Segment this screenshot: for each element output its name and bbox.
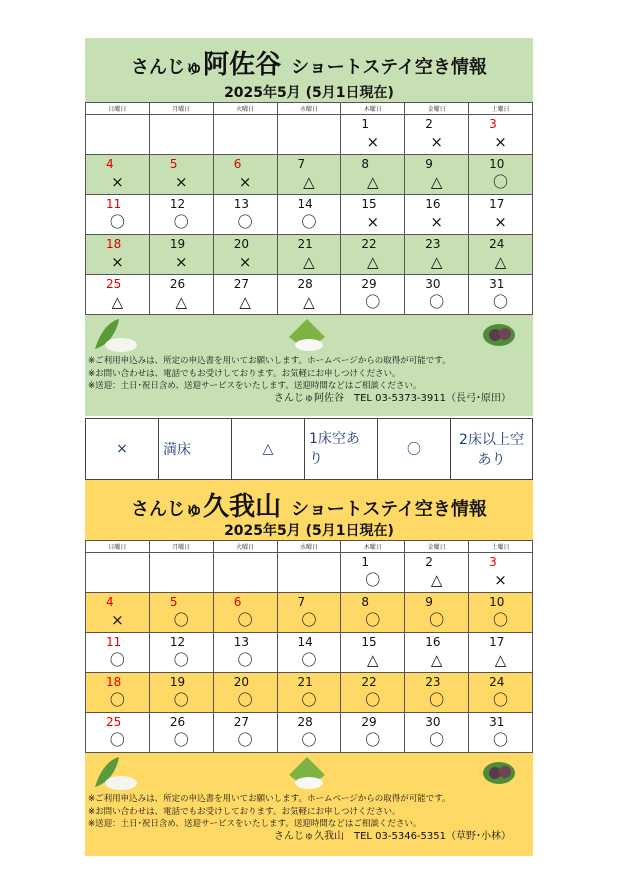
day-number: 5 (169, 595, 178, 609)
day-cell (469, 115, 533, 155)
day-cell (277, 195, 341, 235)
day-number: 30 (425, 277, 441, 291)
day-number: 16 (425, 635, 441, 649)
day-number: 6 (233, 595, 242, 609)
availability-mark: 〇 (365, 691, 381, 709)
day-cell (149, 115, 213, 155)
kugayama-calendar (85, 540, 533, 753)
day-cell (213, 553, 277, 593)
availability-mark: 〇 (301, 691, 317, 709)
availability-mark: △ (430, 571, 443, 589)
note-line: ※送迎：土日･祝日含め、送迎サービスをいたします。送迎時間などはご相談ください。 (88, 381, 422, 391)
day-number: 11 (106, 635, 122, 649)
day-cell (149, 195, 213, 235)
week-row (86, 155, 533, 195)
day-number: 22 (361, 237, 377, 251)
availability-mark: △ (367, 651, 379, 669)
kugayama-contact: さんじゅ久我山 TEL 03-5346-5351（草野･小林） (273, 830, 511, 842)
day-cell (277, 673, 341, 713)
availability-mark: 〇 (429, 691, 445, 709)
day-number: 13 (233, 635, 249, 649)
legend-table (85, 418, 533, 480)
day-cell (405, 593, 469, 633)
day-cell (149, 235, 213, 275)
day-number: 21 (297, 675, 313, 689)
day-cell (405, 553, 469, 593)
day-cell (469, 275, 533, 315)
day-number: 5 (169, 157, 178, 171)
day-cell (341, 155, 405, 195)
weekday-header: 水曜日 (277, 541, 341, 553)
day-cell (86, 195, 150, 235)
day-number: 7 (297, 157, 306, 171)
availability-mark: 〇 (301, 651, 317, 669)
availability-mark: 〇 (109, 651, 125, 669)
day-number: 24 (489, 237, 505, 251)
availability-mark: 〇 (493, 691, 509, 709)
rice-cake-icon (289, 319, 325, 351)
weekday-header: 金曜日 (405, 541, 469, 553)
day-cell (341, 593, 405, 633)
availability-mark: 〇 (429, 293, 445, 311)
note-line: ※お問い合わせは、電話でもお受けしております。お気軽にお申しつけください。 (88, 806, 401, 817)
day-number: 1 (361, 555, 370, 569)
availability-mark: △ (430, 253, 443, 271)
kashiwa-mochi-icon (483, 324, 515, 346)
day-cell (469, 155, 533, 195)
day-cell (341, 275, 405, 315)
asagaya-title: さんじゅ阿佐谷 ショートステイ空き情報 (131, 50, 487, 80)
availability-mark: 〇 (173, 651, 189, 669)
availability-mark: △ (430, 173, 443, 191)
availability-mark: △ (303, 253, 315, 271)
availability-mark: 〇 (237, 651, 253, 669)
day-number: 18 (106, 237, 122, 251)
availability-mark: 〇 (365, 731, 381, 749)
availability-mark: 〇 (429, 611, 445, 629)
day-cell (277, 593, 341, 633)
day-cell (86, 275, 150, 315)
availability-mark: 〇 (173, 731, 189, 749)
weekday-header: 日曜日 (86, 103, 150, 115)
day-number: 23 (425, 675, 441, 689)
day-cell (277, 553, 341, 593)
day-cell (469, 713, 533, 753)
day-cell (149, 593, 213, 633)
day-cell (341, 633, 405, 673)
day-number: 18 (106, 675, 122, 689)
day-cell (405, 235, 469, 275)
note-line: ※送迎：土日･祝日含め、送迎サービスをいたします。送迎時間などはご相談ください。 (88, 819, 422, 829)
day-cell (213, 593, 277, 633)
day-cell (149, 155, 213, 195)
availability-mark: 〇 (237, 731, 253, 749)
day-cell (469, 553, 533, 593)
day-cell (277, 275, 341, 315)
day-cell (405, 673, 469, 713)
availability-mark: △ (175, 293, 188, 311)
day-number: 20 (233, 675, 249, 689)
day-number: 8 (361, 595, 370, 609)
kugayama-decoration-band (85, 753, 533, 793)
day-number: 27 (233, 277, 249, 291)
weekday-header: 水曜日 (277, 103, 341, 115)
day-cell (149, 673, 213, 713)
asagaya-notes (85, 355, 533, 416)
legend-two-text: 2床以上空あり (451, 419, 533, 480)
day-number: 25 (106, 715, 122, 729)
legend-full-text: 満床 (159, 419, 232, 480)
day-number: 28 (297, 277, 313, 291)
day-number: 11 (106, 197, 122, 211)
day-number: 31 (489, 277, 505, 291)
availability-mark: 〇 (493, 293, 509, 311)
availability-mark: △ (494, 253, 507, 271)
day-cell (86, 713, 150, 753)
availability-mark: × (111, 173, 124, 191)
weekday-header: 火曜日 (213, 541, 277, 553)
legend-one-symbol: △ (232, 419, 305, 480)
day-cell (213, 633, 277, 673)
day-number: 16 (425, 197, 441, 211)
day-cell (213, 155, 277, 195)
week-row (86, 633, 533, 673)
day-cell (341, 673, 405, 713)
availability-mark: × (494, 571, 507, 589)
day-number: 10 (489, 595, 505, 609)
day-number: 14 (297, 197, 313, 211)
week-row (86, 553, 533, 593)
day-cell (213, 713, 277, 753)
day-cell (277, 115, 341, 155)
week-row (86, 275, 533, 315)
asagaya-subtitle: 2025年5月 (5月1日現在) (224, 85, 394, 101)
day-number: 1 (361, 117, 370, 131)
availability-mark: △ (303, 293, 315, 311)
weekday-header: 火曜日 (213, 103, 277, 115)
availability-mark: × (174, 173, 188, 191)
kugayama-subtitle: 2025年5月 (5月1日現在) (224, 523, 394, 539)
day-number: 10 (489, 157, 505, 171)
day-number: 27 (233, 715, 249, 729)
day-cell (149, 713, 213, 753)
availability-mark: × (111, 611, 124, 629)
day-number: 26 (169, 277, 186, 291)
day-cell (341, 235, 405, 275)
weekday-header: 土曜日 (469, 103, 533, 115)
day-cell (405, 115, 469, 155)
day-cell (149, 275, 213, 315)
legend-one-text: 1床空あり (305, 419, 378, 480)
availability-mark: △ (303, 173, 315, 191)
day-cell (277, 633, 341, 673)
day-number: 2 (425, 117, 433, 131)
day-number: 12 (169, 635, 186, 649)
asagaya-title-band (85, 38, 533, 102)
note-line: ※ご利用申込みは、所定の申込書を用いてお願いします。ホームページからの取得が可能です。 (88, 356, 451, 366)
day-number: 15 (361, 635, 377, 649)
rice-cake-icon (289, 757, 325, 789)
day-number: 29 (361, 715, 377, 729)
availability-mark: △ (367, 253, 379, 271)
day-number: 9 (425, 595, 433, 609)
day-cell (213, 673, 277, 713)
availability-mark: 〇 (173, 691, 189, 709)
decoration (85, 315, 533, 355)
day-number: 22 (361, 675, 377, 689)
availability-mark: × (111, 253, 124, 271)
availability-mark: 〇 (301, 731, 317, 749)
day-number: 21 (297, 237, 313, 251)
kugayama-title: さんじゅ久我山 ショートステイ空き情報 (131, 492, 487, 522)
weekday-header: 木曜日 (341, 541, 405, 553)
availability-mark: 〇 (109, 731, 125, 749)
day-number: 26 (169, 715, 186, 729)
day-number: 8 (361, 157, 370, 171)
weekday-header: 土曜日 (469, 541, 533, 553)
day-cell (469, 593, 533, 633)
availability-mark: 〇 (237, 611, 253, 629)
availability-mark: 〇 (365, 571, 381, 589)
day-cell (469, 235, 533, 275)
day-number: 4 (106, 157, 114, 171)
day-number: 6 (233, 157, 242, 171)
weekday-header: 木曜日 (341, 103, 405, 115)
day-number: 31 (489, 715, 505, 729)
day-number: 19 (169, 675, 186, 689)
day-number: 19 (169, 237, 186, 251)
day-number: 13 (233, 197, 249, 211)
day-number: 15 (361, 197, 377, 211)
availability-mark: × (494, 133, 507, 151)
availability-mark: × (430, 213, 443, 231)
availability-mark: 〇 (365, 611, 381, 629)
day-cell (86, 155, 150, 195)
day-cell (405, 155, 469, 195)
availability-mark: 〇 (109, 691, 125, 709)
day-cell (277, 155, 341, 195)
kugayama-title-band (85, 480, 533, 540)
availability-mark: 〇 (237, 691, 253, 709)
week-row (86, 673, 533, 713)
availability-mark: 〇 (493, 173, 509, 191)
day-cell (86, 115, 150, 155)
availability-mark: × (366, 133, 380, 151)
day-cell (469, 673, 533, 713)
day-cell (149, 553, 213, 593)
asagaya-contact: さんじゅ阿佐谷 TEL 03-5373-3911（長弓･原田） (273, 392, 511, 404)
day-cell (405, 713, 469, 753)
day-cell (405, 275, 469, 315)
day-number: 14 (297, 635, 313, 649)
weekday-header: 日曜日 (86, 541, 150, 553)
day-cell (341, 115, 405, 155)
day-number: 17 (489, 197, 505, 211)
availability-mark: × (174, 253, 188, 271)
day-number: 4 (106, 595, 114, 609)
decoration (85, 753, 533, 793)
day-number: 2 (425, 555, 433, 569)
day-cell (213, 195, 277, 235)
availability-mark: 〇 (301, 213, 317, 231)
day-cell (341, 195, 405, 235)
day-cell (405, 633, 469, 673)
availability-mark: 〇 (301, 611, 317, 629)
week-row (86, 235, 533, 275)
day-cell (213, 275, 277, 315)
asagaya-calendar (85, 102, 533, 315)
availability-mark: 〇 (109, 213, 125, 231)
week-row (86, 593, 533, 633)
weekday-header: 金曜日 (405, 103, 469, 115)
kugayama-notes (85, 793, 533, 856)
day-number: 3 (489, 117, 497, 131)
day-number: 24 (489, 675, 505, 689)
weekday-header: 月曜日 (149, 103, 213, 115)
day-number: 12 (169, 197, 186, 211)
week-row (86, 195, 533, 235)
availability-mark: × (494, 213, 507, 231)
day-cell (277, 235, 341, 275)
availability-mark: 〇 (173, 213, 189, 231)
leaf-icon (95, 757, 137, 790)
day-number: 17 (489, 635, 505, 649)
availability-mark: 〇 (429, 731, 445, 749)
availability-mark: 〇 (365, 293, 381, 311)
weekday-header: 月曜日 (149, 541, 213, 553)
week-row (86, 115, 533, 155)
week-row (86, 713, 533, 753)
day-number: 25 (106, 277, 122, 291)
availability-mark: △ (239, 293, 251, 311)
availability-mark: × (366, 213, 380, 231)
day-cell (86, 235, 150, 275)
availability-mark: △ (430, 651, 443, 669)
day-number: 30 (425, 715, 441, 729)
note-line: ※ご利用申込みは、所定の申込書を用いてお願いします。ホームページからの取得が可能です。 (88, 794, 451, 804)
availability-mark: △ (111, 293, 124, 311)
day-cell (277, 713, 341, 753)
day-number: 3 (489, 555, 497, 569)
day-cell (405, 195, 469, 235)
day-number: 29 (361, 277, 377, 291)
day-cell (86, 633, 150, 673)
day-cell (213, 235, 277, 275)
availability-mark: × (238, 173, 252, 191)
day-cell (86, 673, 150, 713)
legend-two-symbol: 〇 (378, 419, 451, 480)
day-number: 20 (233, 237, 249, 251)
note-line: ※お問い合わせは、電話でもお受けしております。お気軽にお申しつけください。 (88, 368, 401, 379)
day-cell (469, 195, 533, 235)
availability-mark: 〇 (237, 213, 253, 231)
day-number: 23 (425, 237, 441, 251)
availability-mark: 〇 (173, 611, 189, 629)
day-cell (213, 115, 277, 155)
availability-mark: △ (367, 173, 379, 191)
availability-mark: △ (494, 651, 507, 669)
leaf-icon (95, 319, 137, 352)
day-number: 7 (297, 595, 306, 609)
availability-mark: 〇 (493, 611, 509, 629)
day-number: 28 (297, 715, 313, 729)
day-cell (86, 553, 150, 593)
day-cell (149, 633, 213, 673)
day-number: 9 (425, 157, 433, 171)
day-cell (469, 633, 533, 673)
legend-full-symbol: × (86, 419, 159, 480)
availability-mark: × (238, 253, 252, 271)
day-cell (341, 553, 405, 593)
day-cell (86, 593, 150, 633)
day-cell (341, 713, 405, 753)
kashiwa-mochi-icon (483, 762, 515, 784)
asagaya-decoration-band (85, 315, 533, 355)
availability-mark: × (430, 133, 443, 151)
availability-mark: 〇 (493, 731, 509, 749)
